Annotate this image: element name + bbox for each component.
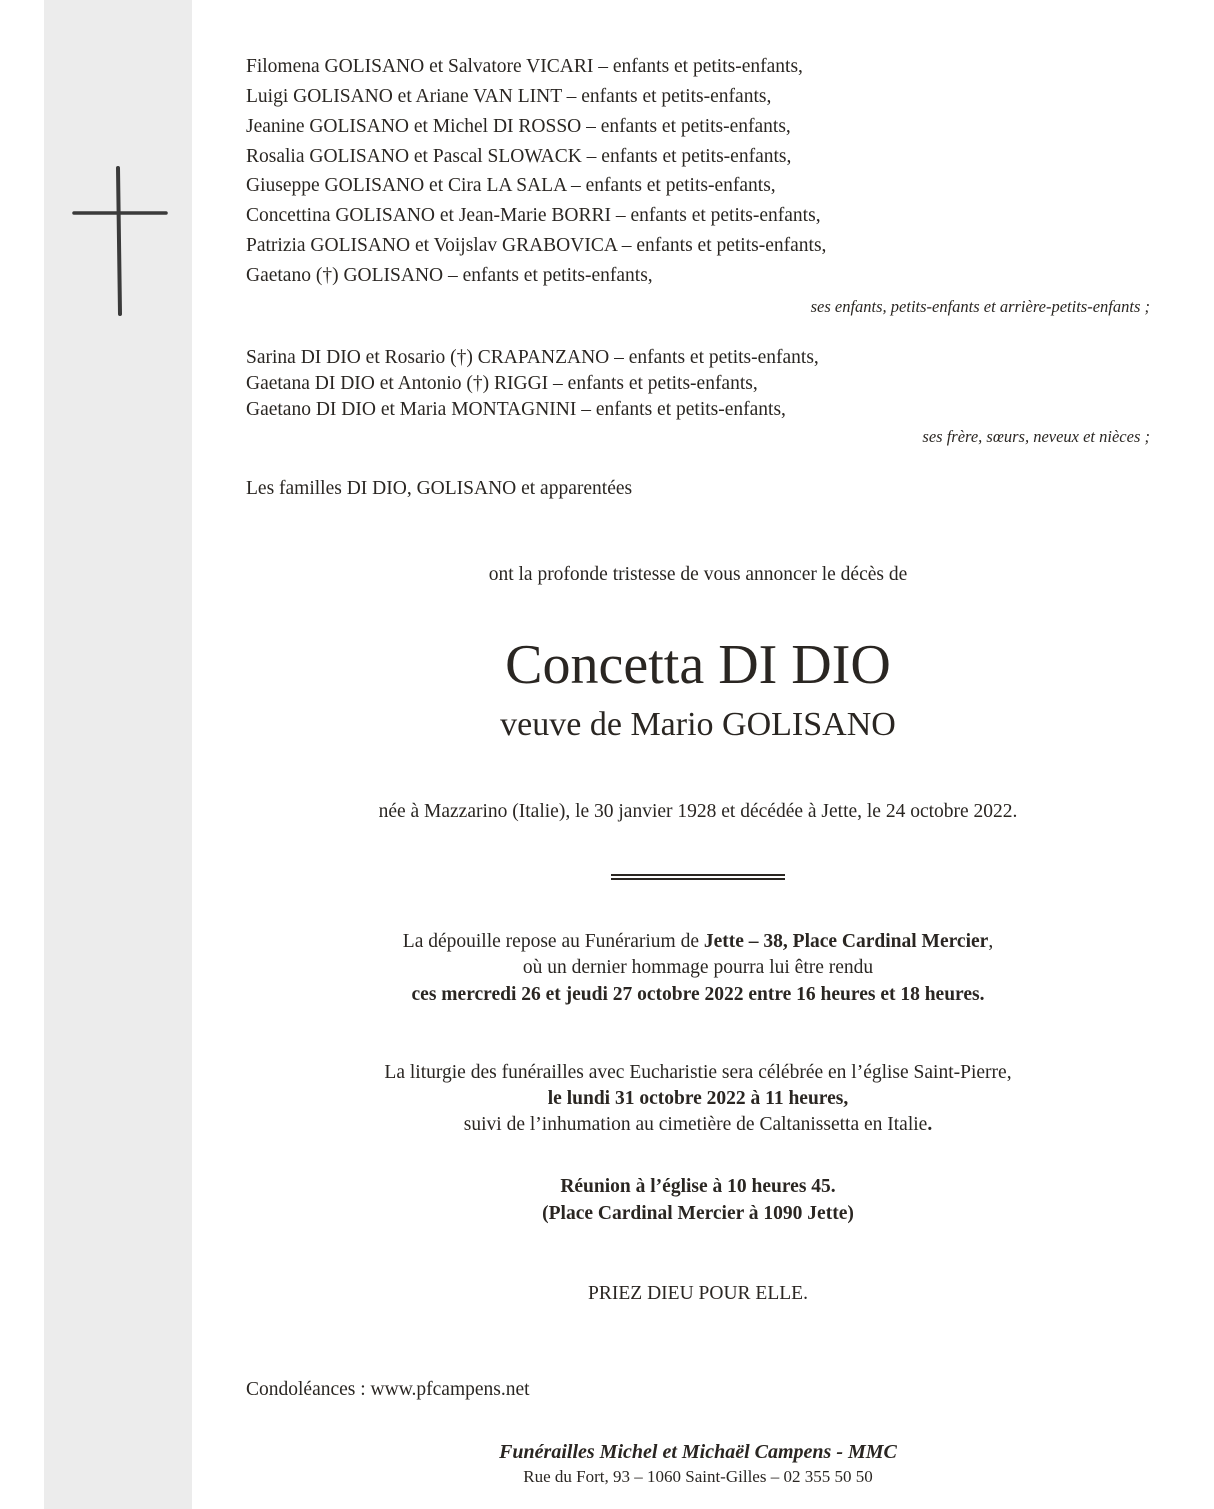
burial-text: suivi de l’inhumation au cimetière de Caltanissetta en Italie — [463, 1114, 928, 1135]
family-line: Gaetana DI DIO et Antonio (†) RIGGI – enfants et petits-enfants, — [246, 373, 758, 394]
funeral-line-1: La liturgie des funérailles avec Eucharistie sera célébrée en l’église Saint-Pierre, — [384, 1062, 1012, 1083]
family-line: Filomena GOLISANO et Salvatore VICARI – enfants et petits-enfants, — [246, 56, 803, 77]
funeral-line-3 — [246, 1112, 1150, 1138]
family-line: Concettina GOLISANO et Jean-Marie BORRI – enfants et petits-enfants, — [246, 205, 821, 226]
meeting-line-1: Réunion à l’église à 10 heures 45. — [560, 1176, 836, 1197]
burial-period: . — [927, 1114, 933, 1135]
family-line: Giuseppe GOLISANO et Cira LA SALA – enfants et petits-enfants, — [246, 175, 776, 196]
family-line: Jeanine GOLISANO et Michel DI ROSSO – enfants et petits-enfants, — [246, 116, 791, 137]
viewing-dates: ces mercredi 26 et jeudi 27 octobre 2022 entre 16 heures et 18 heures. — [411, 984, 985, 1005]
viewing-line-2: où un dernier hommage pourra lui être rendu — [522, 957, 874, 978]
viewing-suffix: , — [988, 931, 994, 952]
family-line: Luigi GOLISANO et Ariane VAN LINT – enfants et petits-enfants, — [246, 86, 772, 107]
family-group-caption: ses enfants, petits-enfants et arrière-petits-enfants ; — [810, 297, 1150, 316]
family-line: Rosalia GOLISANO et Pascal SLOWACK – enfants et petits-enfants, — [246, 146, 792, 167]
prayer: PRIEZ DIEU POUR ELLE. — [588, 1283, 808, 1304]
viewing-prefix: La dépouille repose au Funérarium de — [402, 931, 704, 952]
birth-death-dates: née à Mazzarino (Italie), le 30 janvier 1928 et décédée à Jette, le 24 octobre 2022. — [378, 801, 1018, 822]
family-line: Gaetano DI DIO et Maria MONTAGNINI – enfants et petits-enfants, — [246, 399, 786, 420]
family-line: Sarina DI DIO et Rosario (†) CRAPANZANO – enfants et petits-enfants, — [246, 347, 819, 368]
family-line: Gaetano (†) GOLISANO – enfants et petits-enfants, — [246, 265, 653, 286]
announcement: ont la profonde tristesse de vous annoncer le décès de — [488, 564, 908, 585]
double-rule-divider — [611, 874, 785, 882]
funeral-home-name: Funérailles Michel et Michaël Campens - MMC — [499, 1441, 897, 1463]
cross-icon — [70, 164, 170, 316]
widow-of: veuve de Mario GOLISANO — [500, 706, 896, 743]
viewing-line-1 — [246, 929, 1150, 955]
viewing-location: Jette – 38, Place Cardinal Mercier — [703, 931, 989, 952]
deceased-name: Concetta DI DIO — [505, 634, 891, 696]
meeting-line-2: (Place Cardinal Mercier à 1090 Jette) — [542, 1203, 854, 1224]
funeral-home-address: Rue du Fort, 93 – 1060 Saint-Gilles – 02 355 50 50 — [523, 1467, 873, 1486]
families-line: Les familles DI DIO, GOLISANO et apparentées — [246, 478, 633, 499]
funeral-date: le lundi 31 octobre 2022 à 11 heures, — [547, 1088, 849, 1109]
family-line: Patrizia GOLISANO et Voijslav GRABOVICA – enfants et petits-enfants, — [246, 235, 827, 256]
family-group-caption: ses frère, sœurs, neveux et nièces ; — [922, 427, 1150, 446]
condolences-link[interactable]: Condoléances : www.pfcampens.net — [246, 1379, 530, 1400]
